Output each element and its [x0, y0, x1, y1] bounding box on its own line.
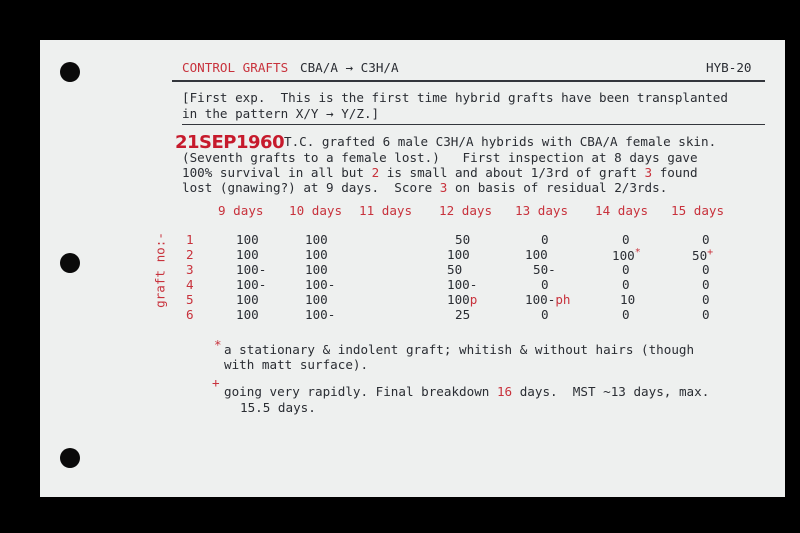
table-cell: 0 — [622, 277, 630, 292]
intro-line-2: in the pattern X/Y → Y/Z.] — [182, 106, 380, 121]
table-cell: 0 — [702, 262, 710, 277]
note-plus-line-1: going very rapidly. Final breakdown 16 days. MST ~13 days, max. — [224, 384, 710, 399]
punch-hole — [60, 253, 80, 273]
table-cell: 0 — [622, 307, 630, 322]
table-cell: 100 — [236, 292, 259, 307]
table-cell: 100 — [236, 307, 259, 322]
body-line-4: lost (gnawing?) at 9 days. Score 3 on basis of residual 2/3rds. — [182, 180, 668, 195]
day-header: 12 days — [439, 203, 493, 218]
table-cell: 50 — [455, 232, 471, 247]
table-cell: 0 — [541, 232, 549, 247]
header-title-black: CBA/A → C3H/A — [300, 60, 399, 75]
graft-number: 3 — [186, 262, 194, 277]
day-header: 14 days — [595, 203, 649, 218]
table-cell: 0 — [541, 277, 549, 292]
table-cell: 0 — [541, 307, 549, 322]
note-plus-line-2: 15.5 days. — [240, 400, 316, 415]
table-cell: 100 — [305, 232, 328, 247]
table-cell: 100- — [305, 307, 336, 322]
graft-number: 2 — [186, 247, 194, 262]
table-cell: 100 — [305, 292, 328, 307]
table-cell: 10 — [620, 292, 636, 307]
table-cell: 50+ — [692, 247, 714, 264]
table-cell: 100* — [612, 247, 641, 264]
table-cell: 100- — [236, 262, 267, 277]
table-cell: 50 — [447, 262, 463, 277]
table-cell: 0 — [622, 262, 630, 277]
table-cell: 100p — [447, 292, 478, 307]
body-line-2: (Seventh grafts to a female lost.) First inspection at 8 days gave — [182, 150, 698, 165]
table-cell: 100 — [236, 247, 259, 262]
punch-hole — [60, 448, 80, 468]
table-cell: 50- — [533, 262, 556, 277]
table-cell: 0 — [702, 277, 710, 292]
day-header: 9 days — [218, 203, 264, 218]
table-cell: 100- — [305, 277, 336, 292]
table-cell: 100- — [236, 277, 267, 292]
day-header: 15 days — [671, 203, 725, 218]
day-header: 13 days — [515, 203, 569, 218]
table-cell: 100 — [525, 247, 548, 262]
graft-number: 4 — [186, 277, 194, 292]
punch-hole — [60, 62, 80, 82]
graft-number: 5 — [186, 292, 194, 307]
table-cell: 0 — [702, 292, 710, 307]
table-cell: 0 — [702, 307, 710, 322]
row-axis-label: graft no:- — [152, 232, 168, 308]
body-line-3: 100% survival in all but 2 is small and about 1/3rd of graft 3 found — [182, 165, 698, 180]
table-cell: 100- — [447, 277, 478, 292]
star-marker: * — [214, 337, 222, 352]
note-star-line-2: with matt surface). — [224, 357, 369, 372]
table-cell: 25 — [455, 307, 471, 322]
intro-rule — [182, 124, 765, 125]
table-cell: 100 — [305, 247, 328, 262]
graft-number: 1 — [186, 232, 194, 247]
table-cell: 100-ph — [525, 292, 571, 307]
header-title-red: CONTROL GRAFTS — [182, 60, 289, 75]
table-cell: 0 — [702, 232, 710, 247]
card-id: HYB-20 — [706, 60, 752, 75]
day-header: 10 days — [289, 203, 343, 218]
table-cell: 100 — [236, 232, 259, 247]
plus-marker: + — [212, 375, 220, 390]
note-star-line-1: a stationary & indolent graft; whitish & without hairs (though — [224, 342, 695, 357]
body-line-1: T.C. grafted 6 male C3H/A hybrids with CBA/A female skin. — [284, 134, 717, 149]
table-cell: 0 — [622, 232, 630, 247]
intro-line-1: [First exp. This is the first time hybrid grafts have been transplanted — [182, 90, 728, 105]
day-header: 11 days — [359, 203, 413, 218]
graft-number: 6 — [186, 307, 194, 322]
header-rule — [172, 80, 765, 82]
table-cell: 100 — [305, 262, 328, 277]
table-cell: 100 — [447, 247, 470, 262]
date-stamp: 21SEP1960 — [175, 132, 285, 153]
